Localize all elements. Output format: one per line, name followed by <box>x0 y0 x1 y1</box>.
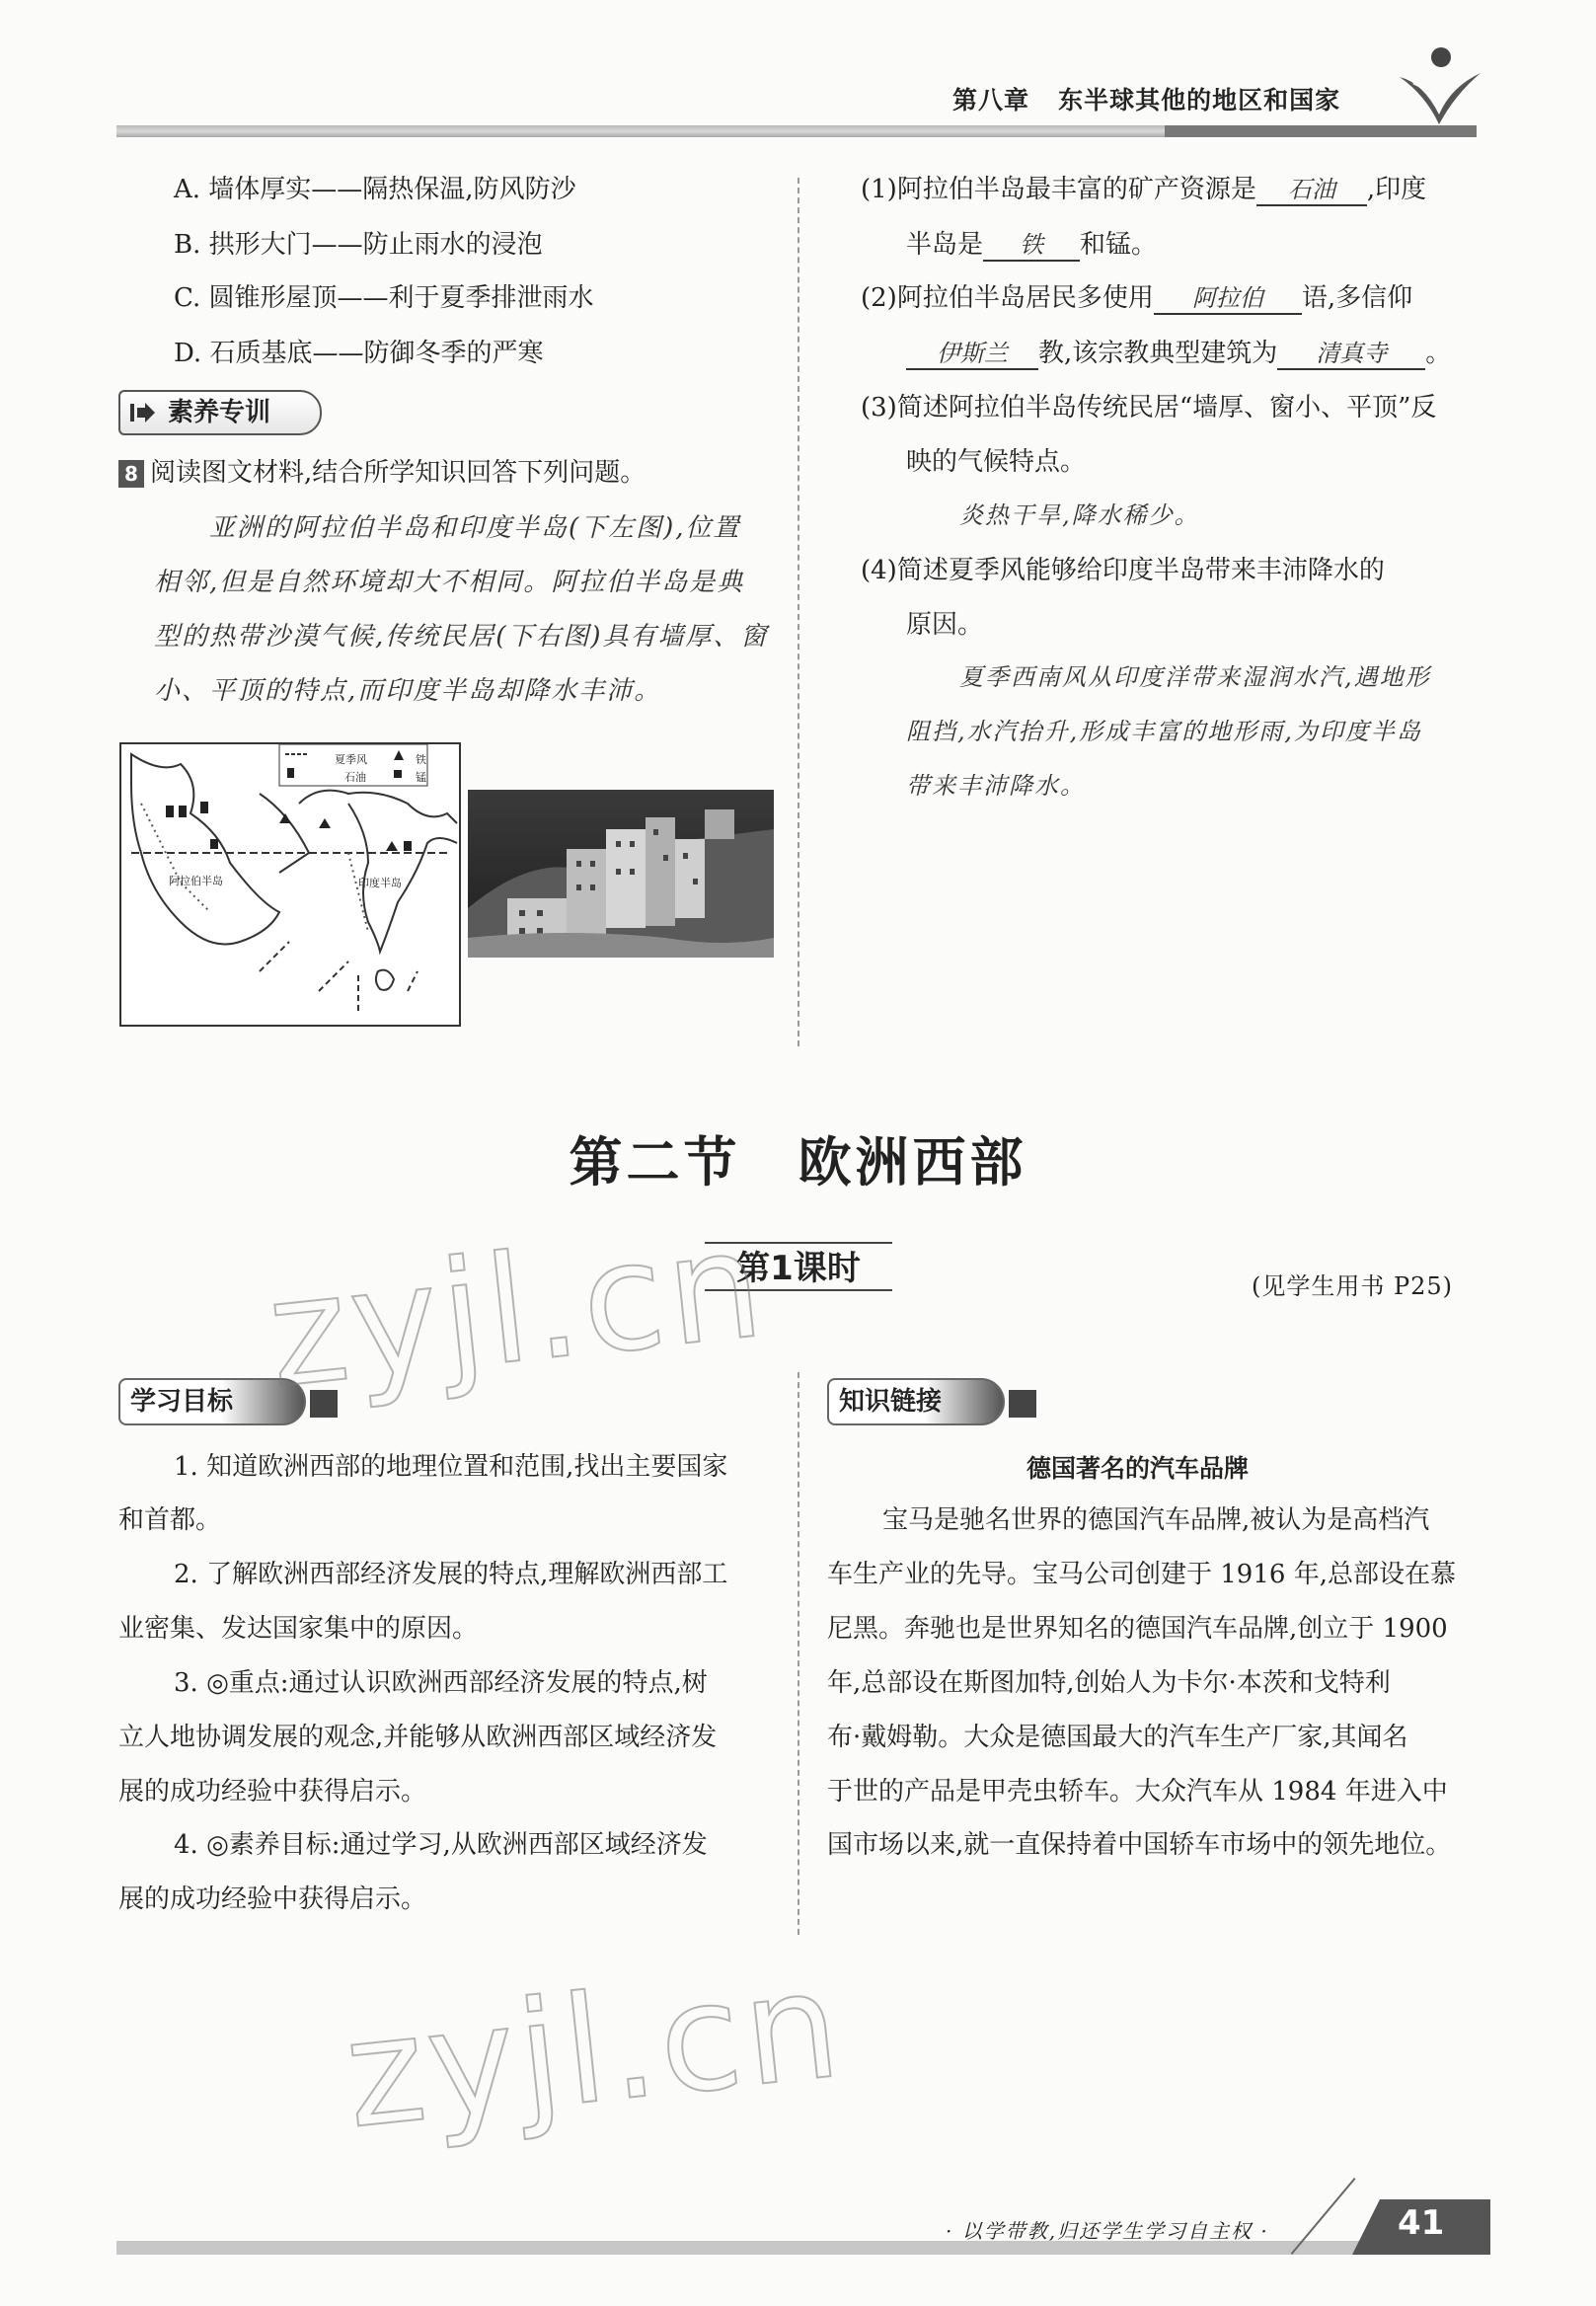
question-prompt-text: 阅读图文材料,结合所学知识回答下列问题。 <box>150 458 646 488</box>
column-divider <box>798 178 799 1046</box>
article-line: 年,总部设在斯图加特,创始人为卡尔·本茨和戈特利 <box>827 1668 1391 1698</box>
section-title: 第二节 欧洲西部 <box>569 1130 1027 1193</box>
article-line: 于世的产品是甲壳虫轿车。大众汽车从 1984 年进入中 <box>827 1777 1448 1806</box>
question-1-line2 <box>906 227 1157 263</box>
tag-knowledge-label: 知识链接 <box>839 1387 943 1417</box>
header-rule-accent <box>1165 125 1477 137</box>
passage-line: 亚洲的阿拉伯半岛和印度半岛(下左图),位置 <box>209 513 741 543</box>
question-4-answer: 夏季西南风从印度洋带来湿润水汽,遇地形 <box>959 663 1431 691</box>
watermark: zyjl.cn <box>261 1198 774 1422</box>
traditional-house-photo <box>468 790 774 958</box>
passage-line: 相邻,但是自然环境却大不相同。阿拉伯半岛是典 <box>154 568 745 597</box>
option-a: A. 墙体厚实——隔热保温,防风防沙 <box>174 175 576 204</box>
objective-line: 业密集、发达国家集中的原因。 <box>118 1614 479 1644</box>
tag-objectives-label: 学习目标 <box>130 1387 234 1417</box>
q1-text-2: 半岛是 <box>906 230 984 260</box>
q2-text: (2)阿拉伯半岛居民多使用 <box>861 283 1154 313</box>
tag-knowledge <box>827 1378 1005 1425</box>
question-4-line2: 原因。 <box>906 610 984 640</box>
lesson-title: 第1课时 <box>705 1242 892 1291</box>
article-line: 布·戴姆勒。大众是德国最大的汽车生产厂家,其闻名 <box>827 1723 1408 1752</box>
question-2-line2 <box>906 336 1451 371</box>
q2-text-3: 。 <box>1425 339 1452 368</box>
page-number: 41 <box>1398 2203 1445 2243</box>
article-line: 国市场以来,就一直保持着中国轿车市场中的领先地位。 <box>827 1830 1452 1860</box>
footer-slogan: · 以学带教,归还学生学习自主权 · <box>946 2219 1269 2243</box>
arrow-corner-icon <box>1009 1390 1036 1418</box>
option-b: B. 拱形大门——防止雨水的浸泡 <box>174 230 543 260</box>
article-title: 德国著名的汽车品牌 <box>1026 1454 1250 1483</box>
q2-answer-2: 伊斯兰 <box>906 339 1038 370</box>
option-d: D. 石质基底——防御冬季的严寒 <box>174 339 544 368</box>
question-number: 8 <box>118 460 144 488</box>
photo-drawing <box>468 790 774 958</box>
legend-summer-monsoon: 夏季风 <box>335 753 367 766</box>
question-3: (3)简述阿拉伯半岛传统民居“墙厚、窗小、平顶”反 <box>861 393 1437 423</box>
question-3-line2: 映的气候特点。 <box>906 447 1087 477</box>
passage-line: 型的热带沙漠气候,传统民居(下右图)具有墙厚、窗 <box>154 622 769 652</box>
objective-line: 立人地协调发展的观念,并能够从欧洲西部区域经济发 <box>118 1723 718 1752</box>
legend-oil: 石油 <box>344 771 366 784</box>
article-line: 尼黑。奔驰也是世界知名的德国汽车品牌,创立于 1900 <box>827 1614 1448 1644</box>
q1-answer-2: 铁 <box>983 230 1080 262</box>
question-4: (4)简述夏季风能够给印度半岛带来丰沛降水的 <box>861 556 1385 585</box>
objective-line: 展的成功经验中获得启示。 <box>118 1884 427 1914</box>
question-8-prompt <box>118 455 646 491</box>
watermark: zyjl.cn <box>338 1939 851 2162</box>
q1-text: (1)阿拉伯半岛最丰富的矿产资源是 <box>861 175 1256 204</box>
chapter-number: 第八章 <box>952 86 1030 115</box>
article-line: 宝马是驰名世界的德国汽车品牌,被认为是高档汽 <box>882 1505 1430 1535</box>
objective-line: 3. ◎重点:通过认识欧洲西部经济发展的特点,树 <box>174 1668 708 1698</box>
map-label-arabia: 阿拉伯半岛 <box>169 875 223 887</box>
q2-answer-3: 清真寺 <box>1277 339 1425 370</box>
objective-line: 2. 了解欧洲西部经济发展的特点,理解欧洲西部工 <box>174 1560 728 1589</box>
q2-text-2: 教,该宗教典型建筑为 <box>1038 339 1278 368</box>
objective-line: 1. 知道欧洲西部的地理位置和范围,找出主要国家 <box>174 1452 728 1482</box>
objective-line: 和首都。 <box>118 1505 222 1535</box>
section-tag-label: 素养专训 <box>168 398 271 427</box>
q1-text-3: 和锰。 <box>1080 230 1158 260</box>
question-4-answer: 带来丰沛降水。 <box>906 772 1086 800</box>
article-line: 车生产业的先导。宝马公司创建于 1916 年,总部设在慕 <box>827 1560 1456 1589</box>
question-3-answer: 炎热干旱,降水稀少。 <box>959 501 1200 529</box>
chapter-title: 东半球其他的地区和国家 <box>1058 86 1341 115</box>
q1-answer-1: 石油 <box>1256 175 1367 206</box>
q1-text-cont: ,印度 <box>1366 175 1427 204</box>
map-label-india: 印度半岛 <box>358 877 402 889</box>
legend-iron: 铁 <box>416 753 426 766</box>
publisher-logo-icon <box>1394 43 1484 126</box>
passage-line: 小、平顶的特点,而印度半岛却降水丰沛。 <box>154 676 662 706</box>
question-1 <box>861 172 1426 207</box>
section-tag-literacy <box>118 390 322 435</box>
chapter-header <box>952 81 1340 116</box>
question-4-answer: 阻挡,水汽抬升,形成丰富的地形雨,为印度半岛 <box>906 718 1422 745</box>
objective-line: 4. ◎素养目标:通过学习,从欧洲西部区域经济发 <box>174 1830 708 1860</box>
reference-note: (见学生用书 P25) <box>1252 1272 1454 1300</box>
arrow-icon <box>130 402 156 423</box>
question-2 <box>861 280 1412 316</box>
column-divider <box>798 1372 799 1935</box>
peninsula-map <box>119 742 461 1027</box>
q2-text-cont: 语,多信仰 <box>1301 283 1413 313</box>
option-c: C. 圆锥形屋顶——利于夏季排泄雨水 <box>174 283 594 313</box>
q2-answer-1: 阿拉伯 <box>1154 283 1302 315</box>
legend-manganese: 锰 <box>416 771 426 784</box>
objective-line: 展的成功经验中获得启示。 <box>118 1777 427 1806</box>
